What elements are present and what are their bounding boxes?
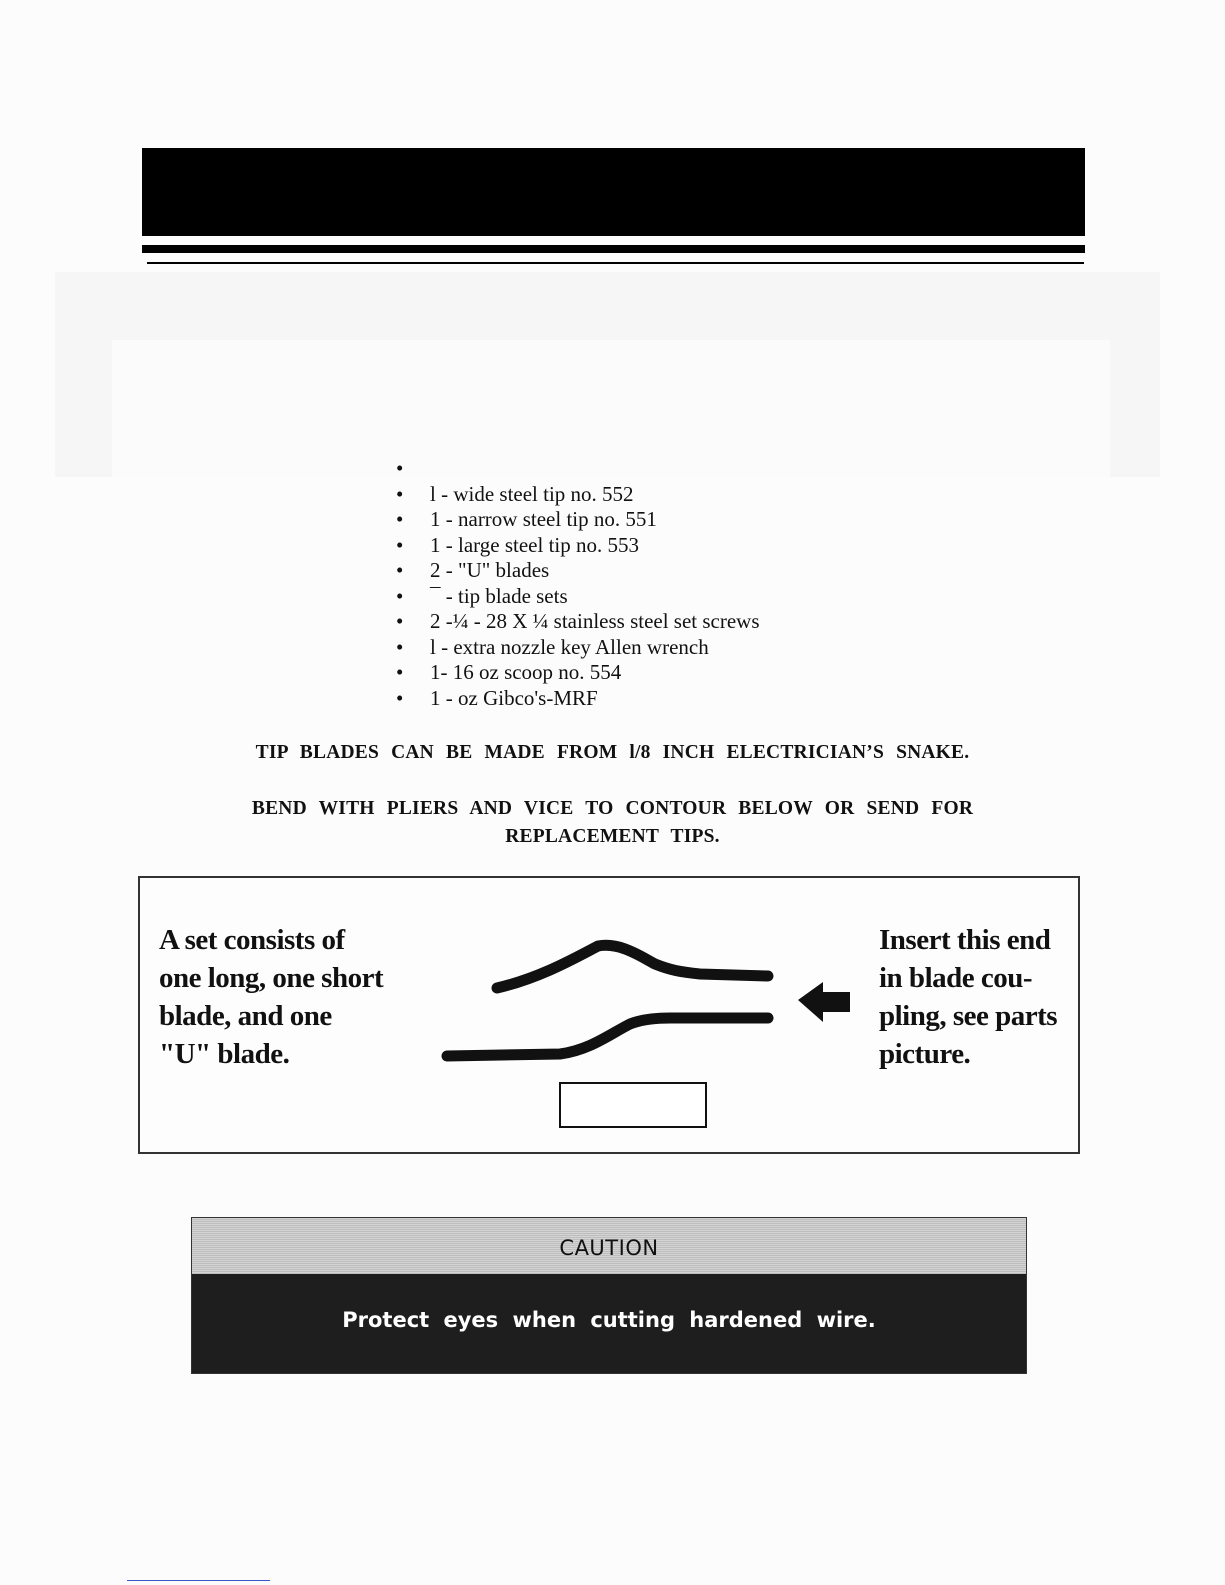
title-banner <box>142 148 1085 236</box>
blade-set-caption: A set consists of one long, one short blade, and one "U" blade. <box>159 924 384 1070</box>
list-item: • ¯ - tip blade sets <box>396 584 760 610</box>
list-item: • 1 - narrow steel tip no. 551 <box>396 507 760 533</box>
list-item <box>396 456 760 482</box>
long-blade-icon <box>497 945 768 988</box>
list-item: • l - wide steel tip no. 552 <box>396 482 760 508</box>
short-blade-icon <box>447 1018 768 1056</box>
footer-link-underline[interactable] <box>127 1580 270 1581</box>
tip-blade-material-note: TIP BLADES CAN BE MADE FROM l/8 INCH ELECTRICIAN’S SNAKE. <box>255 742 970 763</box>
list-item: • 2 -¼ - 28 X ¼ stainless steel set screws <box>396 609 760 635</box>
blade-label-box <box>559 1082 707 1128</box>
list-item: • 2 - "U" blades <box>396 558 760 584</box>
caution-message: Protect eyes when cutting hardened wire. <box>342 1308 876 1332</box>
list-item: • 1- 16 oz scoop no. 554 <box>396 660 760 686</box>
caution-panel <box>191 1217 1027 1374</box>
list-item: • 1 - large steel tip no. 553 <box>396 533 760 559</box>
bend-instructions-note: BEND WITH PLIERS AND VICE TO CONTOUR BELOW OR SEND FOR REPLACEMENT TIPS. <box>251 798 974 847</box>
kit-contents-list <box>396 456 760 711</box>
caution-heading: CAUTION <box>192 1218 1026 1274</box>
blade-illustration <box>440 938 870 1078</box>
list-item: • 1 - oz Gibco's-MRF <box>396 686 760 712</box>
insert-end-caption: Insert this end in blade cou-pling, see parts picture. <box>879 924 1058 1070</box>
arrow-left-icon <box>798 982 850 1022</box>
header-rule-thin <box>147 262 1084 264</box>
list-item: • l - extra nozzle key Allen wrench <box>396 635 760 661</box>
blade-set-diagram <box>138 876 1080 1154</box>
header-rule-thick <box>142 245 1085 253</box>
